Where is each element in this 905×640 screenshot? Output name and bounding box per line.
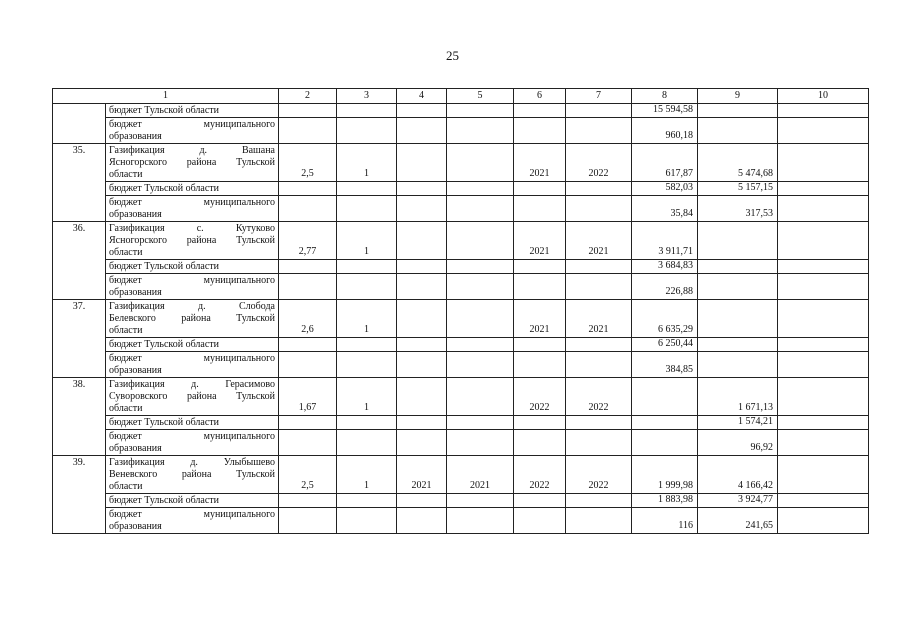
length-cell bbox=[279, 118, 337, 144]
item-number: 39. bbox=[53, 456, 106, 534]
build-end-cell bbox=[566, 196, 632, 222]
build-end-cell bbox=[566, 416, 632, 430]
table-row-item bbox=[53, 222, 869, 260]
amount-col9-cell: 4 166,42 bbox=[698, 456, 778, 494]
end-year-cell bbox=[447, 430, 514, 456]
col10-cell bbox=[778, 416, 869, 430]
start-year-cell: 2021 bbox=[397, 456, 447, 494]
build-end-cell bbox=[566, 508, 632, 534]
table-row-funding bbox=[53, 416, 869, 430]
table-row-item bbox=[53, 378, 869, 416]
length-cell bbox=[279, 274, 337, 300]
name-line: образования bbox=[109, 521, 162, 532]
length-cell bbox=[279, 182, 337, 196]
column-header: 6 bbox=[514, 89, 566, 104]
end-year-cell bbox=[447, 300, 514, 338]
end-year-cell bbox=[447, 508, 514, 534]
col10-cell bbox=[778, 118, 869, 144]
end-year-cell bbox=[447, 274, 514, 300]
item-name bbox=[106, 144, 279, 182]
end-year-cell bbox=[447, 352, 514, 378]
length-cell: 2,77 bbox=[279, 222, 337, 260]
col10-cell bbox=[778, 378, 869, 416]
column-header: 8 bbox=[632, 89, 698, 104]
table-row-item bbox=[53, 144, 869, 182]
funding-source bbox=[106, 338, 279, 352]
end-year-cell: 2021 bbox=[447, 456, 514, 494]
name-line: бюджет муниципального bbox=[109, 509, 275, 520]
col10-cell bbox=[778, 196, 869, 222]
col10-cell bbox=[778, 430, 869, 456]
start-year-cell bbox=[397, 274, 447, 300]
count-cell bbox=[337, 352, 397, 378]
column-header: 2 bbox=[279, 89, 337, 104]
amount-col8-cell bbox=[632, 416, 698, 430]
name-line: образования bbox=[109, 365, 162, 376]
table-row-funding bbox=[53, 104, 869, 118]
count-cell: 1 bbox=[337, 300, 397, 338]
length-cell bbox=[279, 338, 337, 352]
name-line: области bbox=[109, 247, 143, 258]
length-cell bbox=[279, 416, 337, 430]
amount-col8-cell: 617,87 bbox=[632, 144, 698, 182]
amount-col8-cell: 384,85 bbox=[632, 352, 698, 378]
start-year-cell bbox=[397, 182, 447, 196]
length-cell bbox=[279, 260, 337, 274]
count-cell bbox=[337, 118, 397, 144]
start-year-cell bbox=[397, 508, 447, 534]
table-row-item bbox=[53, 300, 869, 338]
count-cell: 1 bbox=[337, 456, 397, 494]
column-number-header bbox=[53, 89, 869, 104]
end-year-cell bbox=[447, 104, 514, 118]
name-line: бюджет Тульской области bbox=[109, 339, 220, 350]
build-end-cell bbox=[566, 352, 632, 378]
build-end-cell bbox=[566, 274, 632, 300]
name-line: бюджет Тульской области bbox=[109, 105, 220, 116]
length-cell bbox=[279, 196, 337, 222]
build-end-cell bbox=[566, 118, 632, 144]
funding-source bbox=[106, 416, 279, 430]
count-cell bbox=[337, 416, 397, 430]
page-number: 25 bbox=[446, 48, 459, 63]
funding-source bbox=[106, 182, 279, 196]
build-start-cell bbox=[514, 182, 566, 196]
count-cell: 1 bbox=[337, 222, 397, 260]
name-line: Газификация д. Вашана bbox=[109, 145, 275, 156]
table-row-funding bbox=[53, 260, 869, 274]
amount-col8-cell: 15 594,58 bbox=[632, 104, 698, 118]
name-line: Ясногорского района Тульской bbox=[109, 157, 275, 168]
start-year-cell bbox=[397, 104, 447, 118]
build-end-cell bbox=[566, 260, 632, 274]
funding-source bbox=[106, 352, 279, 378]
name-line: Газификация д. Слобода bbox=[109, 301, 275, 312]
table-row-funding bbox=[53, 508, 869, 534]
amount-col8-cell: 116 bbox=[632, 508, 698, 534]
start-year-cell bbox=[397, 416, 447, 430]
build-start-cell bbox=[514, 338, 566, 352]
name-line: области bbox=[109, 481, 143, 492]
amount-col9-cell: 96,92 bbox=[698, 430, 778, 456]
build-start-cell bbox=[514, 508, 566, 534]
count-cell bbox=[337, 274, 397, 300]
end-year-cell bbox=[447, 118, 514, 144]
name-line: Веневского района Тульской bbox=[109, 469, 275, 480]
amount-col8-cell bbox=[632, 430, 698, 456]
amount-col9-cell bbox=[698, 222, 778, 260]
amount-col9-cell: 241,65 bbox=[698, 508, 778, 534]
column-header: 3 bbox=[337, 89, 397, 104]
name-line: бюджет Тульской области bbox=[109, 417, 220, 428]
item-number: 38. bbox=[53, 378, 106, 456]
amount-col9-cell bbox=[698, 274, 778, 300]
end-year-cell bbox=[447, 222, 514, 260]
end-year-cell bbox=[447, 378, 514, 416]
name-line: области bbox=[109, 169, 143, 180]
col10-cell bbox=[778, 494, 869, 508]
amount-col8-cell: 3 684,83 bbox=[632, 260, 698, 274]
name-line: Суворовского района Тульской bbox=[109, 391, 275, 402]
col10-cell bbox=[778, 222, 869, 260]
column-header: 9 bbox=[698, 89, 778, 104]
budget-table bbox=[52, 88, 869, 534]
count-cell bbox=[337, 338, 397, 352]
item-name bbox=[106, 300, 279, 338]
build-start-cell bbox=[514, 196, 566, 222]
name-line: Газификация д. Улыбышево bbox=[109, 457, 275, 468]
name-line: бюджет муниципального bbox=[109, 353, 275, 364]
table-row-funding bbox=[53, 118, 869, 144]
start-year-cell bbox=[397, 352, 447, 378]
funding-source bbox=[106, 118, 279, 144]
table-row-funding bbox=[53, 352, 869, 378]
item-number: 35. bbox=[53, 144, 106, 222]
end-year-cell bbox=[447, 338, 514, 352]
amount-col8-cell: 3 911,71 bbox=[632, 222, 698, 260]
name-line: бюджет муниципального bbox=[109, 197, 275, 208]
start-year-cell bbox=[397, 430, 447, 456]
length-cell bbox=[279, 352, 337, 378]
column-header: 7 bbox=[566, 89, 632, 104]
col10-cell bbox=[778, 274, 869, 300]
item-name bbox=[106, 456, 279, 494]
start-year-cell bbox=[397, 118, 447, 144]
name-line: бюджет Тульской области bbox=[109, 261, 220, 272]
start-year-cell bbox=[397, 260, 447, 274]
amount-col9-cell bbox=[698, 338, 778, 352]
name-line: бюджет муниципального bbox=[109, 275, 275, 286]
amount-col8-cell: 960,18 bbox=[632, 118, 698, 144]
start-year-cell bbox=[397, 222, 447, 260]
length-cell bbox=[279, 430, 337, 456]
count-cell bbox=[337, 430, 397, 456]
name-line: Газификация д. Герасимово bbox=[109, 379, 275, 390]
name-line: образования bbox=[109, 209, 162, 220]
count-cell bbox=[337, 182, 397, 196]
amount-col8-cell: 6 250,44 bbox=[632, 338, 698, 352]
length-cell bbox=[279, 508, 337, 534]
build-end-cell bbox=[566, 430, 632, 456]
start-year-cell bbox=[397, 300, 447, 338]
column-header: 10 bbox=[778, 89, 869, 104]
length-cell: 2,6 bbox=[279, 300, 337, 338]
amount-col9-cell: 5 474,68 bbox=[698, 144, 778, 182]
item-number: 37. bbox=[53, 300, 106, 378]
name-line: образования bbox=[109, 443, 162, 454]
col10-cell bbox=[778, 144, 869, 182]
build-start-cell bbox=[514, 494, 566, 508]
build-start-cell bbox=[514, 430, 566, 456]
name-line: Газификация с. Кутуково bbox=[109, 223, 275, 234]
amount-col8-cell: 1 883,98 bbox=[632, 494, 698, 508]
col10-cell bbox=[778, 508, 869, 534]
start-year-cell bbox=[397, 196, 447, 222]
item-number: 36. bbox=[53, 222, 106, 300]
length-cell: 2,5 bbox=[279, 456, 337, 494]
count-cell: 1 bbox=[337, 378, 397, 416]
build-end-cell bbox=[566, 338, 632, 352]
build-start-cell: 2022 bbox=[514, 456, 566, 494]
amount-col8-cell: 35,84 bbox=[632, 196, 698, 222]
length-cell: 1,67 bbox=[279, 378, 337, 416]
start-year-cell bbox=[397, 494, 447, 508]
col10-cell bbox=[778, 182, 869, 196]
build-start-cell bbox=[514, 416, 566, 430]
build-end-cell: 2022 bbox=[566, 456, 632, 494]
amount-col9-cell: 1 671,13 bbox=[698, 378, 778, 416]
funding-source bbox=[106, 104, 279, 118]
column-header: 1 bbox=[53, 89, 279, 104]
name-line: Ясногорского района Тульской bbox=[109, 235, 275, 246]
column-header: 5 bbox=[447, 89, 514, 104]
funding-source bbox=[106, 196, 279, 222]
build-end-cell: 2022 bbox=[566, 144, 632, 182]
table-row-funding bbox=[53, 182, 869, 196]
end-year-cell bbox=[447, 182, 514, 196]
name-line: образования bbox=[109, 287, 162, 298]
item-name bbox=[106, 378, 279, 416]
build-start-cell: 2021 bbox=[514, 144, 566, 182]
count-cell bbox=[337, 104, 397, 118]
build-end-cell: 2021 bbox=[566, 300, 632, 338]
amount-col9-cell bbox=[698, 104, 778, 118]
build-start-cell bbox=[514, 274, 566, 300]
funding-source bbox=[106, 430, 279, 456]
amount-col9-cell bbox=[698, 118, 778, 144]
build-end-cell bbox=[566, 104, 632, 118]
amount-col9-cell bbox=[698, 260, 778, 274]
length-cell: 2,5 bbox=[279, 144, 337, 182]
col10-cell bbox=[778, 104, 869, 118]
table-row-funding bbox=[53, 338, 869, 352]
table-row-funding bbox=[53, 494, 869, 508]
start-year-cell bbox=[397, 144, 447, 182]
end-year-cell bbox=[447, 196, 514, 222]
name-line: области bbox=[109, 403, 143, 414]
funding-source bbox=[106, 494, 279, 508]
table-row-funding bbox=[53, 430, 869, 456]
item-name bbox=[106, 222, 279, 260]
amount-col9-cell: 3 924,77 bbox=[698, 494, 778, 508]
build-start-cell: 2022 bbox=[514, 378, 566, 416]
build-end-cell bbox=[566, 494, 632, 508]
table-row-item bbox=[53, 456, 869, 494]
build-start-cell: 2021 bbox=[514, 222, 566, 260]
end-year-cell bbox=[447, 494, 514, 508]
end-year-cell bbox=[447, 416, 514, 430]
amount-col8-cell: 226,88 bbox=[632, 274, 698, 300]
funding-source bbox=[106, 274, 279, 300]
table-row-funding bbox=[53, 196, 869, 222]
table-row-funding bbox=[53, 274, 869, 300]
build-end-cell bbox=[566, 182, 632, 196]
amount-col9-cell bbox=[698, 352, 778, 378]
build-start-cell bbox=[514, 118, 566, 144]
name-line: области bbox=[109, 325, 143, 336]
length-cell bbox=[279, 494, 337, 508]
col10-cell bbox=[778, 300, 869, 338]
amount-col8-cell: 6 635,29 bbox=[632, 300, 698, 338]
funding-source bbox=[106, 508, 279, 534]
length-cell bbox=[279, 104, 337, 118]
column-header: 4 bbox=[397, 89, 447, 104]
name-line: бюджет муниципального bbox=[109, 119, 275, 130]
count-cell bbox=[337, 260, 397, 274]
name-line: образования bbox=[109, 131, 162, 142]
col10-cell bbox=[778, 352, 869, 378]
amount-col9-cell: 5 157,15 bbox=[698, 182, 778, 196]
name-line: бюджет муниципального bbox=[109, 431, 275, 442]
amount-col9-cell: 1 574,21 bbox=[698, 416, 778, 430]
name-line: бюджет Тульской области bbox=[109, 183, 220, 194]
build-start-cell: 2021 bbox=[514, 300, 566, 338]
count-cell bbox=[337, 508, 397, 534]
end-year-cell bbox=[447, 260, 514, 274]
count-cell bbox=[337, 196, 397, 222]
name-line: бюджет Тульской области bbox=[109, 495, 220, 506]
amount-col8-cell: 1 999,98 bbox=[632, 456, 698, 494]
end-year-cell bbox=[447, 144, 514, 182]
amount-col9-cell bbox=[698, 300, 778, 338]
item-number bbox=[53, 104, 106, 144]
build-start-cell bbox=[514, 260, 566, 274]
count-cell bbox=[337, 494, 397, 508]
build-start-cell bbox=[514, 104, 566, 118]
build-start-cell bbox=[514, 352, 566, 378]
start-year-cell bbox=[397, 378, 447, 416]
name-line: Белевского района Тульской bbox=[109, 313, 275, 324]
start-year-cell bbox=[397, 338, 447, 352]
amount-col8-cell: 582,03 bbox=[632, 182, 698, 196]
funding-source bbox=[106, 260, 279, 274]
amount-col9-cell: 317,53 bbox=[698, 196, 778, 222]
col10-cell bbox=[778, 456, 869, 494]
count-cell: 1 bbox=[337, 144, 397, 182]
build-end-cell: 2021 bbox=[566, 222, 632, 260]
col10-cell bbox=[778, 338, 869, 352]
col10-cell bbox=[778, 260, 869, 274]
amount-col8-cell bbox=[632, 378, 698, 416]
build-end-cell: 2022 bbox=[566, 378, 632, 416]
